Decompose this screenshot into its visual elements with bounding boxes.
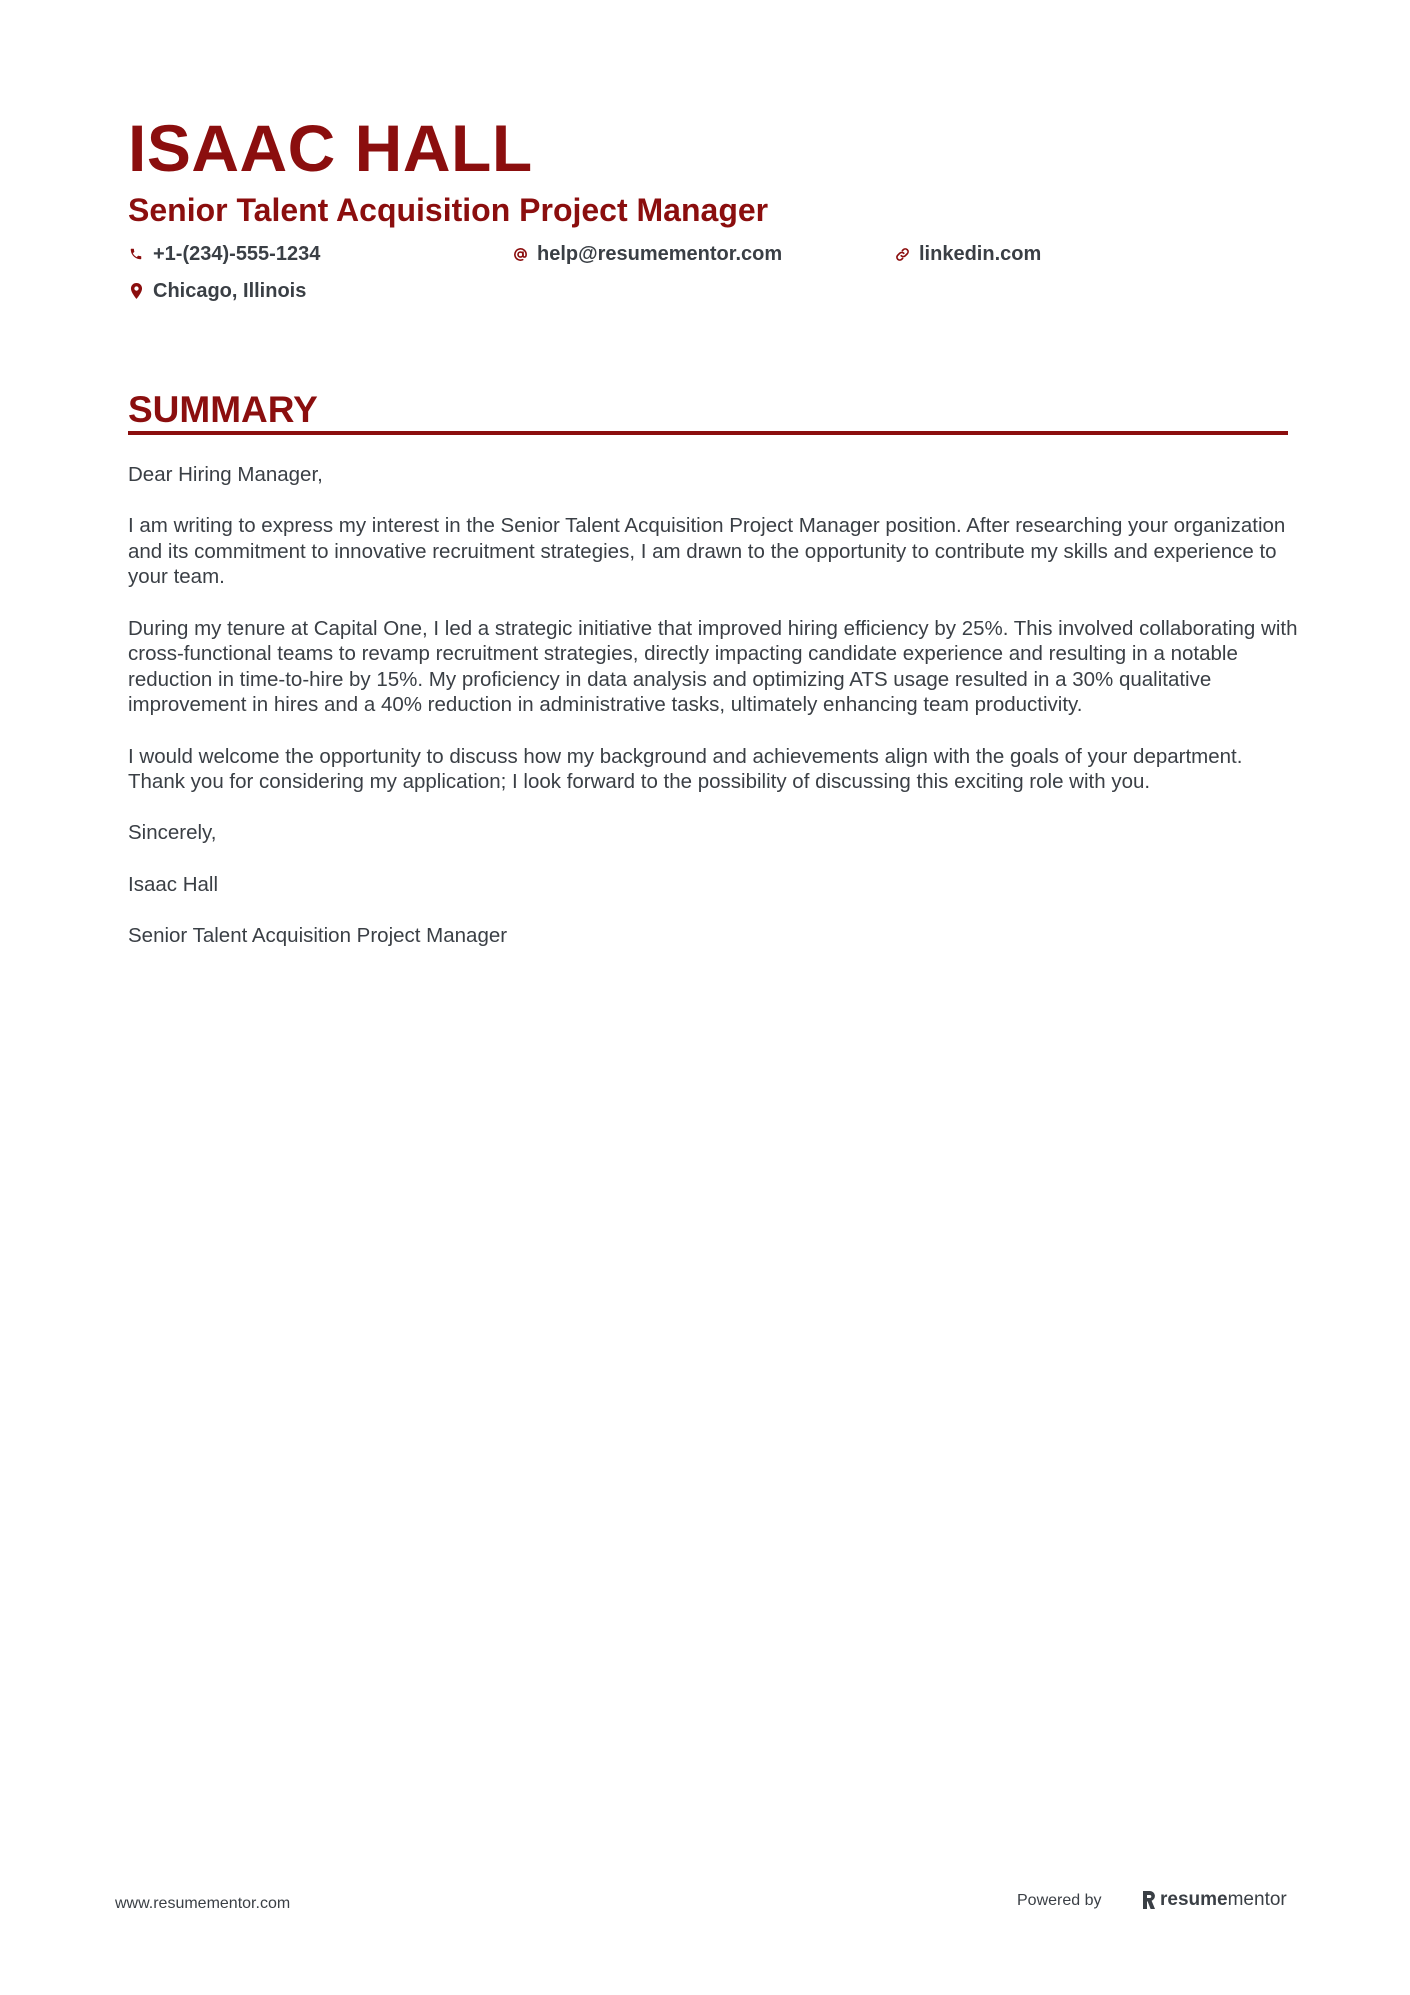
candidate-name: ISAAC HALL — [128, 111, 533, 185]
summary-heading: SUMMARY — [128, 389, 318, 430]
powered-by-label: Powered by — [1017, 1892, 1102, 1909]
letter-paragraph: I would welcome the opportunity to discuss how my background and achievements align with the goals of your department. Thank you for considering my application; I look forward to the possibility of discussing this exciting role with you. — [128, 744, 1243, 794]
letter-paragraph: During my tenure at Capital One, I led a strategic initiative that improved hiring efficiency by 25%. This involved collaborating with cross-functional teams to revamp recruitment strategies, directly impacting candidate experience and resulting in a notable reduction in time-to-hire by 15%. My proficiency in data analysis and optimizing ATS usage resulted in a 30% qualitative improvement in hires and a 40% reduction in administrative tasks, ultimately enhancing team productivity. — [128, 616, 1298, 717]
brand-logo[interactable] — [1141, 1888, 1287, 1912]
closing: Sincerely, — [128, 821, 217, 845]
at-sign-icon — [512, 246, 528, 262]
contact-location — [128, 278, 306, 304]
section-divider — [128, 431, 1288, 435]
location-text: Chicago, Illinois — [153, 280, 307, 302]
resumementor-logo-icon — [1141, 1890, 1157, 1910]
email-text[interactable]: help@resumementor.com — [537, 243, 783, 265]
letter-body — [128, 462, 1298, 974]
brand-text-regular: mentor — [1227, 1889, 1287, 1910]
candidate-role: Senior Talent Acquisition Project Manager — [128, 192, 769, 228]
signature-title: Senior Talent Acquisition Project Manager — [128, 923, 508, 947]
linkedin-text[interactable]: linkedin.com — [919, 243, 1042, 265]
map-pin-icon — [128, 283, 144, 299]
brand-text-bold: resume — [1160, 1889, 1228, 1910]
contact-linkedin[interactable] — [894, 241, 1041, 267]
contact-phone — [128, 241, 320, 267]
contact-email[interactable] — [512, 241, 782, 267]
salutation: Dear Hiring Manager, — [128, 463, 323, 486]
footer-website-link[interactable]: www.resumementor.com — [115, 1895, 291, 1912]
phone-icon — [128, 246, 144, 262]
link-icon — [894, 246, 910, 262]
phone-text: +1-(234)-555-1234 — [153, 243, 321, 265]
signature-name: Isaac Hall — [128, 872, 219, 896]
letter-paragraph: I am writing to express my interest in the Senior Talent Acquisition Project Manager position. After researching your organization and its commitment to innovative recruitment strategies, I am drawn to the opportunity to contribute my skills and experience to your team. — [128, 514, 1286, 589]
